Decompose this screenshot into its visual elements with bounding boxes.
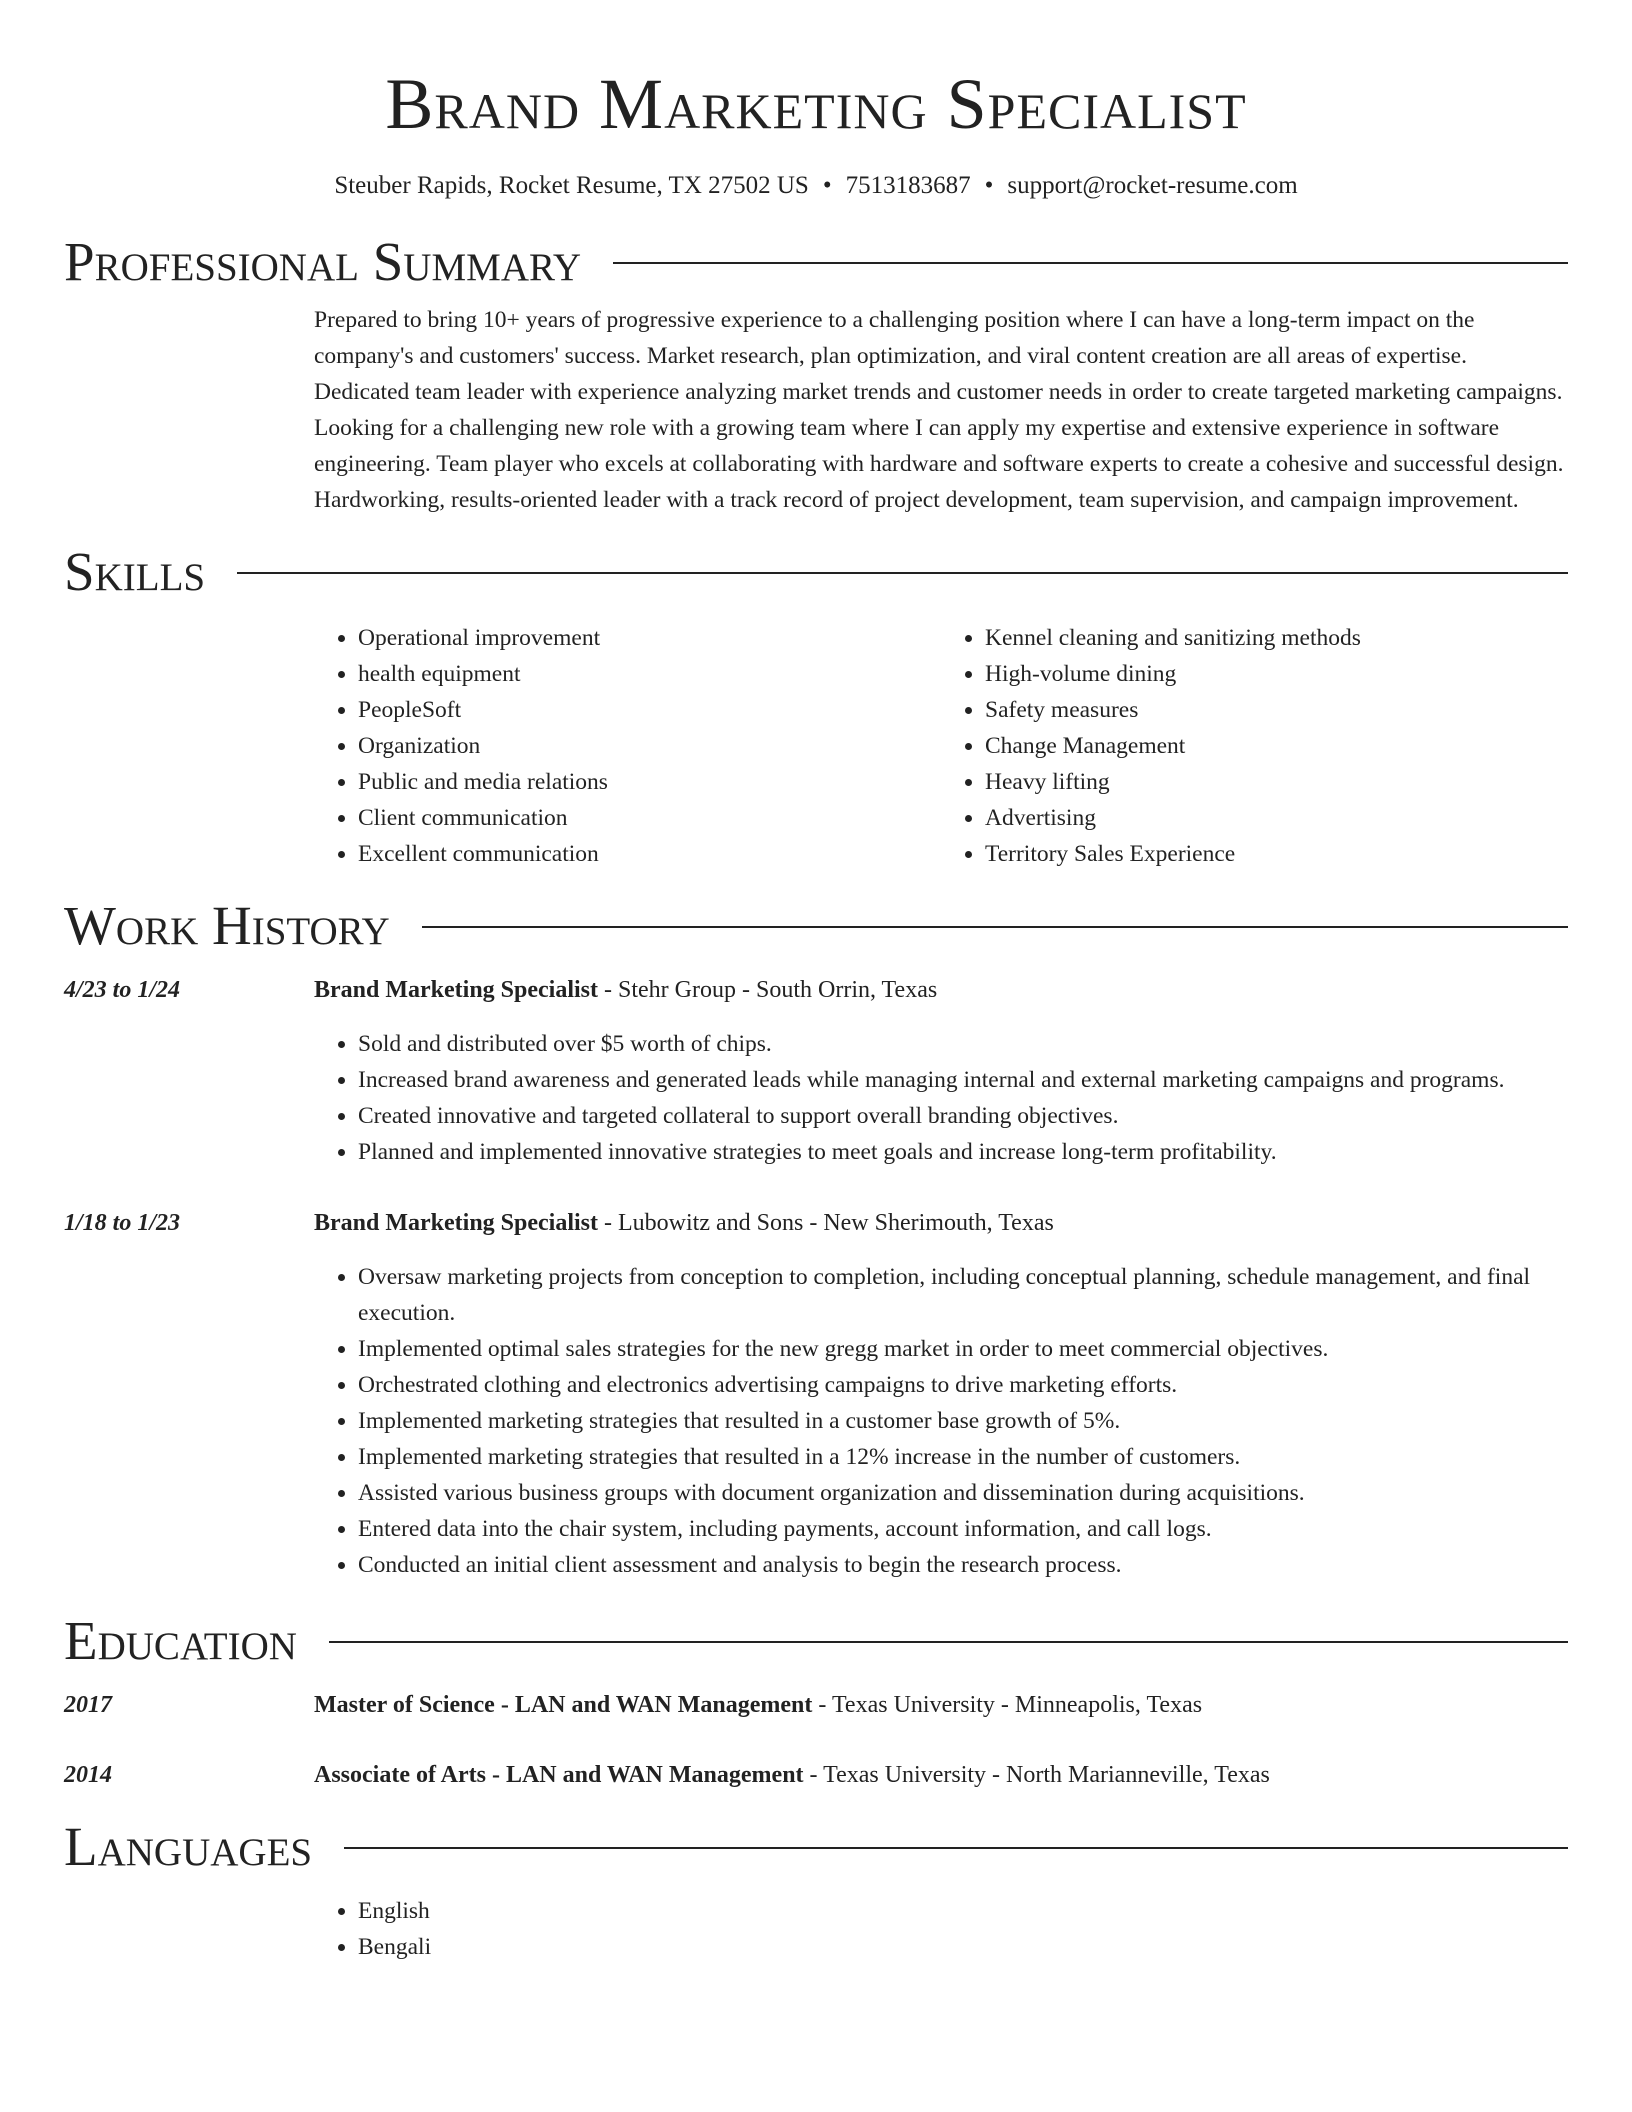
job-bullet: • Created innovative and targeted collateral to support overall branding objectives. <box>358 1098 1568 1134</box>
skill-item: • Excellent communication <box>358 836 941 872</box>
section-divider <box>422 926 1568 928</box>
education-degree: Master of Science - LAN and WAN Management <box>314 1692 813 1718</box>
job-bullet: • Implemented marketing strategies that resulted in a customer base growth of 5%. <box>358 1403 1568 1439</box>
contact-separator: • <box>984 172 994 199</box>
work-section-header <box>64 894 1568 958</box>
skill-item: • Public and media relations <box>358 764 941 800</box>
job-title: Brand Marketing Specialist <box>314 977 599 1003</box>
summary-text: Prepared to bring 10+ years of progressive experience to a challenging position where I can have a long-term impact on the company's and customers' success. Market research, plan optimization, and viral content creation are all areas of expertise. Dedicated team leader with experience analyzing market trends and customer needs in order to create targeted marketing campaigns. Looking for a challenging new role with a growing team where I can apply my expertise and extensive experience in software engineering. Team player who excels at collaborating with hardware and software experts to create a cohesive and successful design. Hardworking, results-oriented leader with a track record of project development, team supervision, and campaign improvement. <box>314 307 1564 513</box>
job-dates: 1/18 to 1/23 <box>64 1210 181 1236</box>
languages-list <box>314 1893 1568 1965</box>
skill-item: • Safety measures <box>985 692 1568 728</box>
education-school: - Texas University - Minneapolis, Texas <box>812 1692 1203 1718</box>
education-degree: Associate of Arts - LAN and WAN Management <box>314 1762 804 1788</box>
job-bullet: • Orchestrated clothing and electronics advertising campaigns to drive marketing efforts. <box>358 1367 1568 1403</box>
job-bullet: • Assisted various business groups with document organization and dissemination during acquisitions. <box>358 1475 1568 1511</box>
education-entry <box>64 1757 1568 1793</box>
skill-item: • Organization <box>358 728 941 764</box>
skill-item: • Client communication <box>358 800 941 836</box>
skills-column-left <box>314 620 941 872</box>
resume-name: Brand Marketing Specialist <box>385 64 1247 144</box>
languages-heading: Languages <box>64 1816 313 1877</box>
education-school: - Texas University - North Marianneville, Texas <box>803 1762 1270 1788</box>
section-divider <box>237 572 1568 574</box>
job-title-line <box>314 972 937 1008</box>
job-bullet-list <box>314 1259 1568 1583</box>
skill-item: • High-volume dining <box>985 656 1568 692</box>
language-item: • Bengali <box>358 1929 1568 1965</box>
job-title: Brand Marketing Specialist <box>314 1210 599 1236</box>
skill-item: • Advertising <box>985 800 1568 836</box>
summary-block <box>314 302 1568 518</box>
contact-address: Steuber Rapids, Rocket Resume, TX 27502 US <box>334 172 809 199</box>
job-employer: - Stehr Group - South Orrin, Texas <box>598 977 938 1003</box>
work-heading: Work History <box>64 895 390 956</box>
skill-item: • Heavy lifting <box>985 764 1568 800</box>
languages-section-header <box>64 1815 1568 1879</box>
job-bullets <box>314 1259 1568 1583</box>
skill-item: • PeopleSoft <box>358 692 941 728</box>
job-bullet: • Increased brand awareness and generated leads while managing internal and external marketing campaigns and programs. <box>358 1062 1568 1098</box>
job-dates: 4/23 to 1/24 <box>64 977 181 1003</box>
languages-block <box>314 1893 1568 1965</box>
skill-item: • Kennel cleaning and sanitizing methods <box>985 620 1568 656</box>
education-section-header <box>64 1609 1568 1673</box>
skills-column-right <box>941 620 1568 872</box>
education-year: 2014 <box>64 1762 112 1788</box>
contact-separator: • <box>822 172 832 199</box>
skill-item: • Change Management <box>985 728 1568 764</box>
job-entry <box>64 1205 1568 1241</box>
contact-line <box>64 170 1568 202</box>
job-bullet: • Conducted an initial client assessment and analysis to begin the research process. <box>358 1547 1568 1583</box>
job-entry <box>64 972 1568 1008</box>
education-line <box>314 1687 1202 1723</box>
skill-item: • health equipment <box>358 656 941 692</box>
education-entry <box>64 1687 1568 1723</box>
job-bullet: • Implemented marketing strategies that resulted in a 12% increase in the number of customers. <box>358 1439 1568 1475</box>
job-bullets <box>314 1026 1568 1170</box>
skills-heading: Skills <box>64 541 206 602</box>
summary-section-header <box>64 230 1568 294</box>
job-title-line <box>314 1205 1054 1241</box>
job-employer: - Lubowitz and Sons - New Sherimouth, Texas <box>598 1210 1054 1236</box>
skills-section-header <box>64 540 1568 604</box>
job-bullet: • Sold and distributed over $5 worth of chips. <box>358 1026 1568 1062</box>
job-bullet: • Entered data into the chair system, including payments, account information, and call logs. <box>358 1511 1568 1547</box>
skill-item: • Territory Sales Experience <box>985 836 1568 872</box>
language-item: • English <box>358 1893 1568 1929</box>
job-bullet: • Planned and implemented innovative strategies to meet goals and increase long-term profitability. <box>358 1134 1568 1170</box>
section-divider <box>329 1641 1568 1643</box>
section-divider <box>613 262 1568 264</box>
contact-email: support@rocket-resume.com <box>1007 172 1298 199</box>
education-year: 2017 <box>64 1692 112 1718</box>
job-bullet-list <box>314 1026 1568 1170</box>
skill-item: • Operational improvement <box>358 620 941 656</box>
contact-phone: 7513183687 <box>845 172 971 199</box>
summary-heading: Professional Summary <box>64 231 582 292</box>
skills-list <box>314 620 1568 872</box>
education-line <box>314 1757 1270 1793</box>
job-bullet: • Oversaw marketing projects from conception to completion, including conceptual planning, schedule management, and final execution. <box>358 1259 1568 1331</box>
section-divider <box>344 1847 1568 1849</box>
education-heading: Education <box>64 1610 297 1671</box>
job-bullet: • Implemented optimal sales strategies for the new gregg market in order to meet commercial objectives. <box>358 1331 1568 1367</box>
